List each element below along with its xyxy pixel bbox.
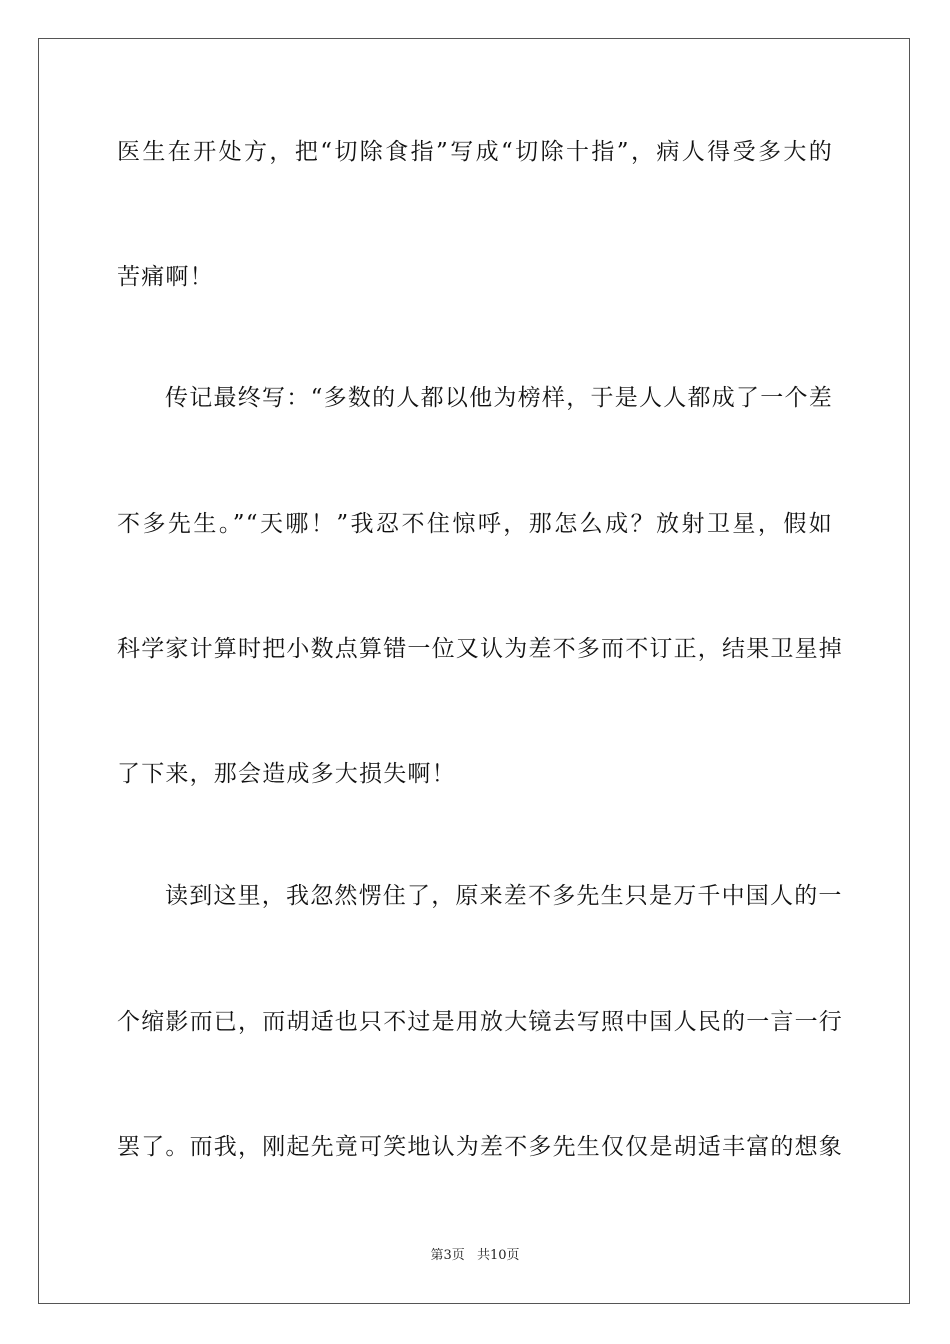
- text-line: 不多先生。”“天哪！”我忍不住惊呼，那怎么成？放射卫星，假如: [117, 511, 833, 537]
- text-line: 了下来，那会造成多大损失啊！: [117, 761, 456, 787]
- text-line: 医生在开处方，把“切除食指”写成“切除十指”，病人得受多大的: [117, 139, 833, 165]
- text-line: 传记最终写：“多数的人都以他为榜样，于是人人都成了一个差: [165, 385, 833, 411]
- page-frame: [38, 38, 910, 1304]
- text-line: 罢了。而我，刚起先竟可笑地认为差不多先生仅仅是胡适丰富的想象: [117, 1134, 843, 1160]
- text-line: 苦痛啊！: [117, 264, 214, 290]
- page-total: 共10页: [476, 1248, 520, 1263]
- text-line: 科学家计算时把小数点算错一位又认为差不多而不订正，结果卫星掉: [117, 636, 843, 662]
- page-footer: [0, 1247, 950, 1265]
- text-line: 读到这里，我忽然愣住了，原来差不多先生只是万千中国人的一: [165, 883, 843, 909]
- text-line: 个缩影而已，而胡适也只不过是用放大镜去写照中国人民的一言一行: [117, 1009, 843, 1035]
- page-number: 第3页: [430, 1248, 465, 1263]
